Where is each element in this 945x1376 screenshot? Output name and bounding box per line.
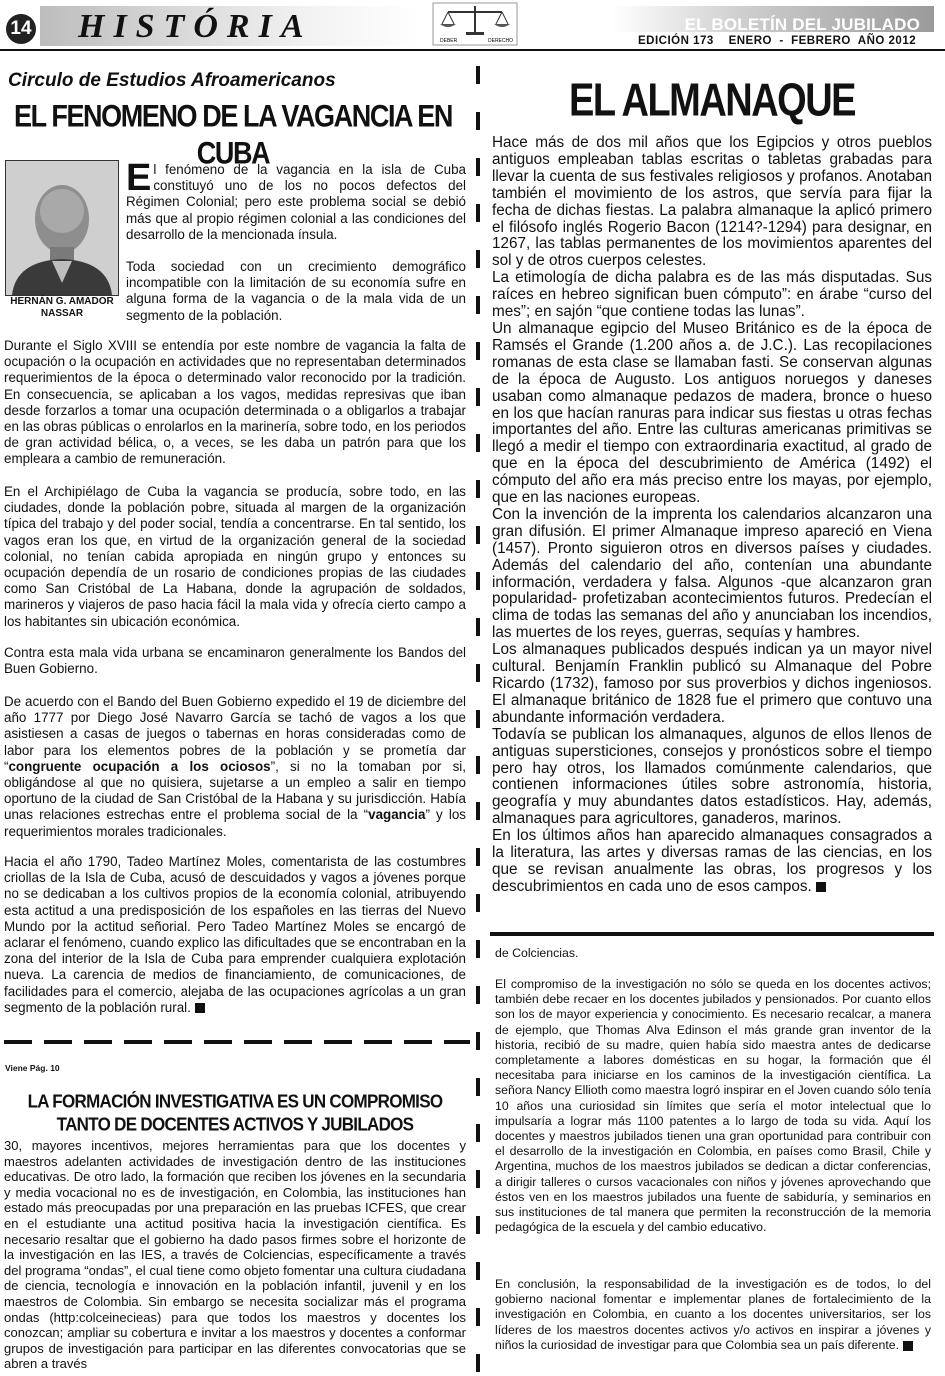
right-column-rule — [490, 932, 934, 936]
page-number: 14 — [6, 14, 36, 44]
scales-logo-icon — [432, 2, 518, 46]
almanaque-paragraph-3: Un almanaque egipcio del Museo Británico es de la época de Ramsés el Grande (1.200 años a. de J.C.). Las recopilaciones romanas de esta clase se llamaban fasti. Se conservan algunas de la época de Augusto. Los antiguos noruegos y daneses usaban como almanaque pedazos de madera, bronce o hueso en los que hacían ranuras para indicar sus fiestas u otras fechas importantes del año. Entre las culturas americanas primitivas se llegó a medir el tiempo con extraordinaria exactitud, al grado de que en la época del descubrimiento de América (1492) el cómputo del año era más preciso entre los mayas, por ejemplo, que en las naciones europeas. — [492, 319, 932, 507]
publication-banner — [612, 6, 934, 32]
vagancia-paragraph-2: Toda sociedad con un crecimiento demográfico incompatible con la limitación de su economía sufre en alguna forma de la vagancia o de la mala vida de un segmento de la población. — [126, 259, 466, 323]
page-header — [0, 0, 945, 50]
portrait-image — [6, 161, 118, 295]
almanaque-paragraph-5: Los almanaques publicados después indican ya un mayor nivel cultural. Benjamín Franklin publicó su Almanaque del Pobre Ricardo (1732), famoso por sus proverbios y dichos ingeniosos. El almanaque británico de 1828 fue el primero que contuvo una abundante información verdadera. — [492, 641, 932, 726]
vagancia-paragraph-4: En el Archipiélago de Cuba la vagancia se producía, sobre todo, en las ciudades, donde la población pobre, situada al margen de la organización típica del trabajo y del poder social, tendía a concentrarse. En tal sentido, los vagos eran los que, en virtud de la organización general de la sociedad colonial, no tenían cabida apropiada en ningún grupo y entonces su ocupación dependía de un rosario de condiciones propias de las ciudades como San Cristóbal de La Habana, donde la agrupación de soldados, marineros y viajeros de paso hacia fácil la mala vida y ofrecía cierto campo a los habitantes sin ubicación económica. — [4, 484, 466, 629]
article-kicker: Circulo de Estudios Afroamericanos — [8, 70, 336, 91]
almanaque-paragraph-4: Con la invención de la imprenta los calendarios alcanzaron una gran difusión. El primer Almanaque impreso apareció en Viena (1457). Pronto siguieron otros en diversos países y ciudades. Además del calendario del año, contenían una abundante información, verdadera y falsa. Algunos -que alcanzaron gran popularidad- profetizaban acontecimientos futuros. Predecían el clima de todas las semanas del año y anunciaban los incendios, las muertes de los reyes, guerras, sequías y hambres. — [492, 505, 932, 642]
vagancia-paragraph-7 — [4, 854, 466, 1016]
p6-part-c: ”, si no la tomaban por si, obligándose al que no quisiera, sujetarse a un empleo a salir en tiempo oportuno de la ciudad de San Cristóbal de la Habana y su jurisdicción. Había unas relaciones estrechas entre el problema social de la “ — [4, 758, 466, 823]
end-mark-icon — [816, 882, 826, 892]
edition-info: EDICIÓN 173 ENERO - FEBRERO AÑO 2012 — [638, 35, 917, 47]
almanaque-paragraph-1: Hace más de dos mil años que los Egipcios y otros pueblos antiguos empleaban tablas escritas o tabletas grabadas para llevar la cuenta de sus festivales religiosos y profanos. Anotaban también el movimiento de los astros, que servía para fijar la fecha de dichas fiestas. La palabra almanaque la aplicó primero el filósofo inglés Rogerio Bacon (1214?-1294) para designar, en 1267, las tablas permanentes de los movimientos aparentes del sol y de otros cuerpos celestes. — [492, 134, 932, 270]
formacion-paragraph-1: 30, mayores incentivos, mejores herramientas para que los docentes y maestros adelanten actividades de investigación dentro de las instituciones educativas. De otro lado, la formación que reciben los jóvenes en la secundaria y media vocacional no es de investigación, en Colombia, las instituciones han estado más preocupadas por una preparación en las pruebas ICFES, que crear en el estudiante una actitud positiva hacia la investigación científica. Es necesario resaltar que el gobierno ha dado pasos firmes sobre el horizonte de la investigación en las IES, a través de Colciencias, específicamente a través del programa “ondas”, el cual tiene como objeto fomentar una cultura ciudadana de ciencia, tecnología e innovación en la población infantil, juvenil y en los maestros de Colombia. Sin embargo se necesita socializar más el programa ondas (http:colceinecieas) para que todos los maestros y docentes los conozcan; ampliar su cobertura e invitar a los maestros y docentes a conformar grupos de investigación para participar en las diferentes convocatorias que se abren a través — [4, 1138, 466, 1372]
p7-text: Hacia el año 1790, Tadeo Martínez Moles, comentarista de las costumbres criollas de la Isla de Cuba, acusó de descuidados y vagos a jóvenes porque no se dedicaban a los cultivos propios de la economía colonial, atribuyendo esta actitud a una predisposición de los españoles en las tierras del Nuevo Mundo por la actitud señorial. Pero Tadeo Martínez Moles se encargó de aclarar el fenómeno, cuando explico las dificultades que se encontraban en la zona del interior de la Isla de Cuba para emprender cualquiera explotación nueva. La carencia de medios de financiamiento, de comunicaciones, de facilidades para el comercio, alejaba de las ocupaciones agrícolas a un gran segmento de la población rural. — [4, 854, 466, 1015]
section-title: HISTÓRIA — [78, 8, 313, 45]
vagancia-paragraph-3: Durante el Siglo XVIII se entendía por este nombre de vagancia la falta de ocupación o la ocupación en actividades que no representaban determinados requerimientos de la época o determinado valor reconocido por la tradición. En consecuencia, se aplicaban a los vagos, medidas represivas que iban desde forzarlos a tomar una ocupación determinada o a obligarlos a trabajar en las obras públicas o enrolarlos en la marinería, sobre todo, en los periodos de gran actividad bélica, o, a veces, se les daba un patrón para que los empleara a cambio de remuneración. — [4, 338, 466, 467]
article-title-vagancia: EL FENOMENO DE LA VAGANCIA EN CUBA — [14, 98, 452, 171]
logo-label-derecho: DERECHO — [488, 38, 514, 44]
p6-bold-phrase: congruente ocupación a los ociosos — [8, 758, 271, 774]
almanaque-paragraph-2: La etimología de dicha palabra es de las más disputadas. Sus raíces en hebreo significan buen cómputo”: en árabe “curso del mes”; en sajón “que contiene todas las lunas”. — [492, 269, 932, 321]
p6-part-e: ” y los requerimientos morales tradicionales. — [4, 807, 466, 839]
vagancia-p1-text: l fenómeno de la vagancia en la isla de Cuba constituyó uno de los no pocos defectos del Régimen Colonial; pero este problema social se debió más que al propio régimen colonial a las condiciones del desarrollo de la mencionada ínsula. — [126, 162, 466, 242]
logo-label-deber: DEBER — [440, 38, 458, 44]
p6-bold-vagancia: vagancia — [368, 807, 426, 823]
formacion-paragraph-3 — [495, 1277, 931, 1353]
column-separator — [476, 66, 480, 1376]
end-mark-icon — [195, 1003, 205, 1013]
almanaque-p7-text: En los últimos años han aparecido almanaques consagrados a la literatura, las artes y diversas ramas de las ciencias, en los que se revisan anualmente las obras, los progresos y los descubrimientos en cada uno de esos campos. — [492, 827, 932, 895]
almanaque-body — [492, 135, 932, 896]
end-mark-icon — [903, 1341, 913, 1351]
formacion-paragraph-2: El compromiso de la investigación no sólo se queda en los docentes activos; también debe recaer en los docentes jubilados y pensionados. Por cuanto ellos son los de mayor experiencia y conocimiento. Es necesario recalcar, a manera de ejemplo, que Thomas Alva Edinson el más grande gran inventor de la historia, recibió de su madre, quien había sido maestra antes de dedicarse completamente a labores domésticas en su hogar, la formación que él necesitaba para iniciarse en los caminos de la investigación científica. La señora Nancy Ellioth como maestra logró inspirar en el Joven cuando sólo tenía 10 años una curiosidad sin límites que sería el motor intelectual que lo impulsaría a lograr más 1100 patentes a lo largo de toda su vida. Aquí los docentes y maestros jubilados tienen una gran oportunidad para contribuir con el desarrollo de la investigación en Colombia, en países como Brasil, Chile y Argentina, muchos de los maestros jubilados se dedican a dictar conferencias, a dirigir talleres o cursos vacacionales con niños y jóvenes aprovechando que éstos ven en los maestros jubilados una fuente de sabiduría, y seminarios en sus instituciones de tal manera que permiten la reconstrucción de la memoria pedagógica de la escuela y del cambio educativo. — [495, 977, 931, 1235]
header-rule — [0, 49, 945, 51]
author-photo — [5, 160, 119, 296]
article-title-almanaque: EL ALMANAQUE — [569, 75, 855, 127]
drop-cap: E — [126, 157, 152, 199]
vagancia-paragraph-5: Contra esta mala vida urbana se encaminaron generalmente los Bandos del Buen Gobierno. — [4, 645, 466, 677]
formacion-p3-text: En conclusión, la responsabilidad de la investigación es de todos, lo del gobierno nacional fomentar e implementar planes de fortalecimiento de la investigación en Colombia, en cuanto a los docentes universitarios, ser los líderes de los maestros docentes activos y/o activos en inspirar a jóvenes y niños la curiosidad de investigar para que Colombia sea un país diferente. — [495, 1277, 931, 1352]
p6-part-a: De acuerdo con el Bando del Buen Gobierno expedido el 19 de diciembre del año 1777 por Diego José Navarro García se tachó de vagos a los que asistiesen a casas de juegos o tabernas en horas consideradas como de labor para los elementos pobres de la población y se prometía dar “ — [4, 694, 466, 774]
vagancia-paragraph-1 — [126, 157, 466, 243]
formacion-continuation: de Colciencias. — [495, 946, 579, 960]
article-title-formacion: LA FORMACIÓN INVESTIGATIVA ES UN COMPROMISO TANTO DE DOCENTES ACTIVOS Y JUBILADOS — [27, 1091, 443, 1135]
almanaque-paragraph-7 — [492, 828, 932, 896]
vagancia-paragraph-6 — [4, 694, 466, 840]
author-caption: HERNÁN G. AMADOR NASSAR — [10, 296, 114, 319]
continued-from-label: Viene Pág. 10 — [5, 1063, 60, 1073]
publication-title: EL BOLETÍN DEL JUBILADO — [684, 15, 920, 34]
almanaque-paragraph-6: Todavía se publican los almanaques, algunos de ellos llenos de antiguas supersticiones, consejos y pronósticos sobre el tiempo pero hay otros, los llamados comúnmente calendarios, que contienen informaciones útiles sobre astronomía, historia, geografía y muy abundantes datos estadísticos. Hay, además, almanaques para agricultores, ganaderos, marinos. — [492, 725, 932, 828]
dashed-divider — [4, 1040, 470, 1044]
